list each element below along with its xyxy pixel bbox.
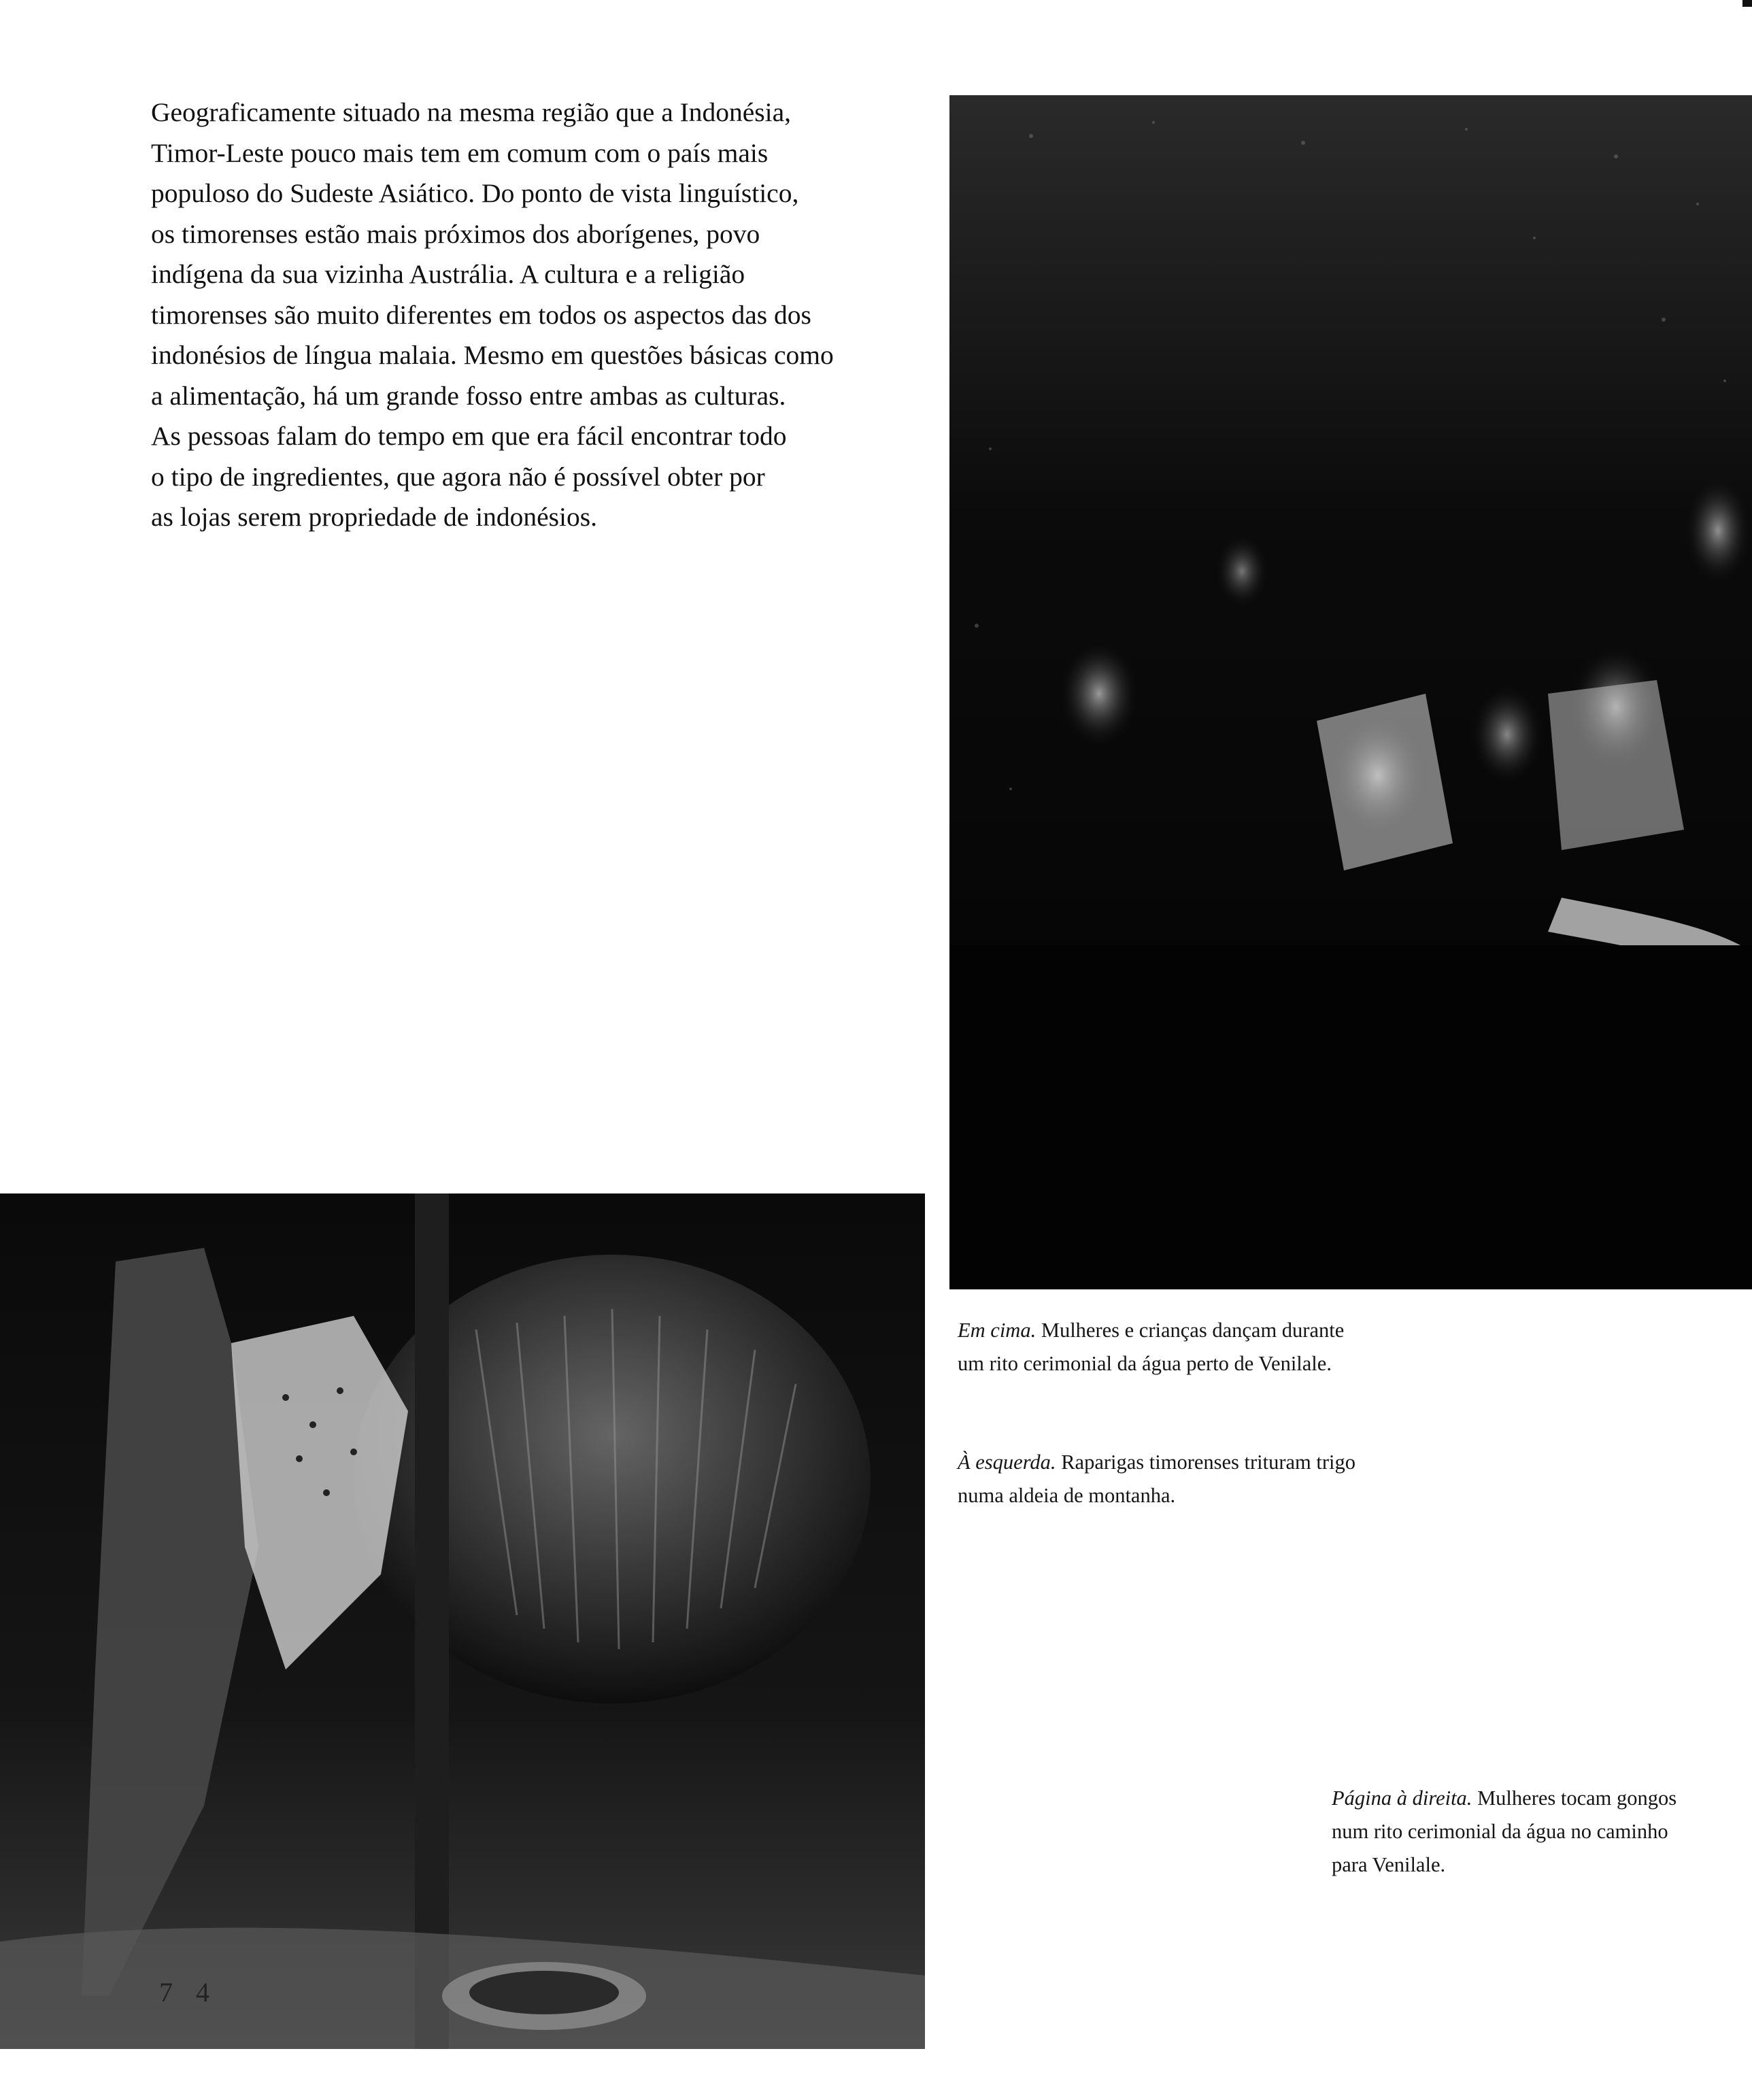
caption-grinding (958, 1446, 1355, 1512)
photo-girls-grinding-image (0, 1193, 925, 2049)
caption-text: numa aldeia de montanha. (958, 1484, 1176, 1507)
body-line: a alimentação, há um grande fosso entre ambas as culturas. (151, 380, 786, 411)
body-line: o tipo de ingredientes, que agora não é possível obter por (151, 461, 765, 492)
scan-corner-mark (1742, 0, 1752, 7)
body-line: populoso do Sudeste Asiático. Do ponto de vista linguístico, (151, 178, 799, 208)
body-line: indígena da sua vizinha Austrália. A cultura e a religião (151, 259, 745, 289)
caption-dancing (958, 1314, 1344, 1381)
page-number: 7 4 (159, 1977, 218, 2008)
caption-text: Raparigas timorenses trituram trigo (1061, 1451, 1356, 1474)
caption-label: Página à direita. (1332, 1786, 1472, 1810)
body-paragraph (151, 92, 913, 538)
photo-girls-grinding (0, 1193, 925, 2049)
caption-label: À esquerda. (958, 1451, 1056, 1474)
body-line: indonésios de língua malaia. Mesmo em questões básicas como (151, 340, 834, 370)
caption-text: Mulheres e crianças dançam durante (1041, 1319, 1345, 1342)
body-line: Timor-Leste pouco mais tem em comum com o país mais (151, 137, 769, 168)
caption-gongs (1332, 1782, 1677, 1882)
body-line: as lojas serem propriedade de indonésios. (151, 502, 597, 532)
caption-text: num rito cerimonial da água no caminho (1332, 1820, 1668, 1843)
caption-label: Em cima. (958, 1319, 1037, 1342)
body-line: os timorenses estão mais próximos dos aborígenes, povo (151, 218, 760, 249)
photo-dancing-ceremony (949, 95, 1752, 1289)
body-line: Geograficamente situado na mesma região que a Indonésia, (151, 97, 792, 127)
body-line: As pessoas falam do tempo em que era fácil encontrar todo (151, 421, 787, 451)
caption-text: para Venilale. (1332, 1853, 1446, 1876)
caption-text: Mulheres tocam gongos (1477, 1786, 1677, 1810)
caption-text: um rito cerimonial da água perto de Venilale. (958, 1352, 1332, 1375)
body-line: timorenses são muito diferentes em todos os aspectos das dos (151, 299, 811, 330)
photo-dancing-ceremony-image (949, 95, 1752, 1289)
